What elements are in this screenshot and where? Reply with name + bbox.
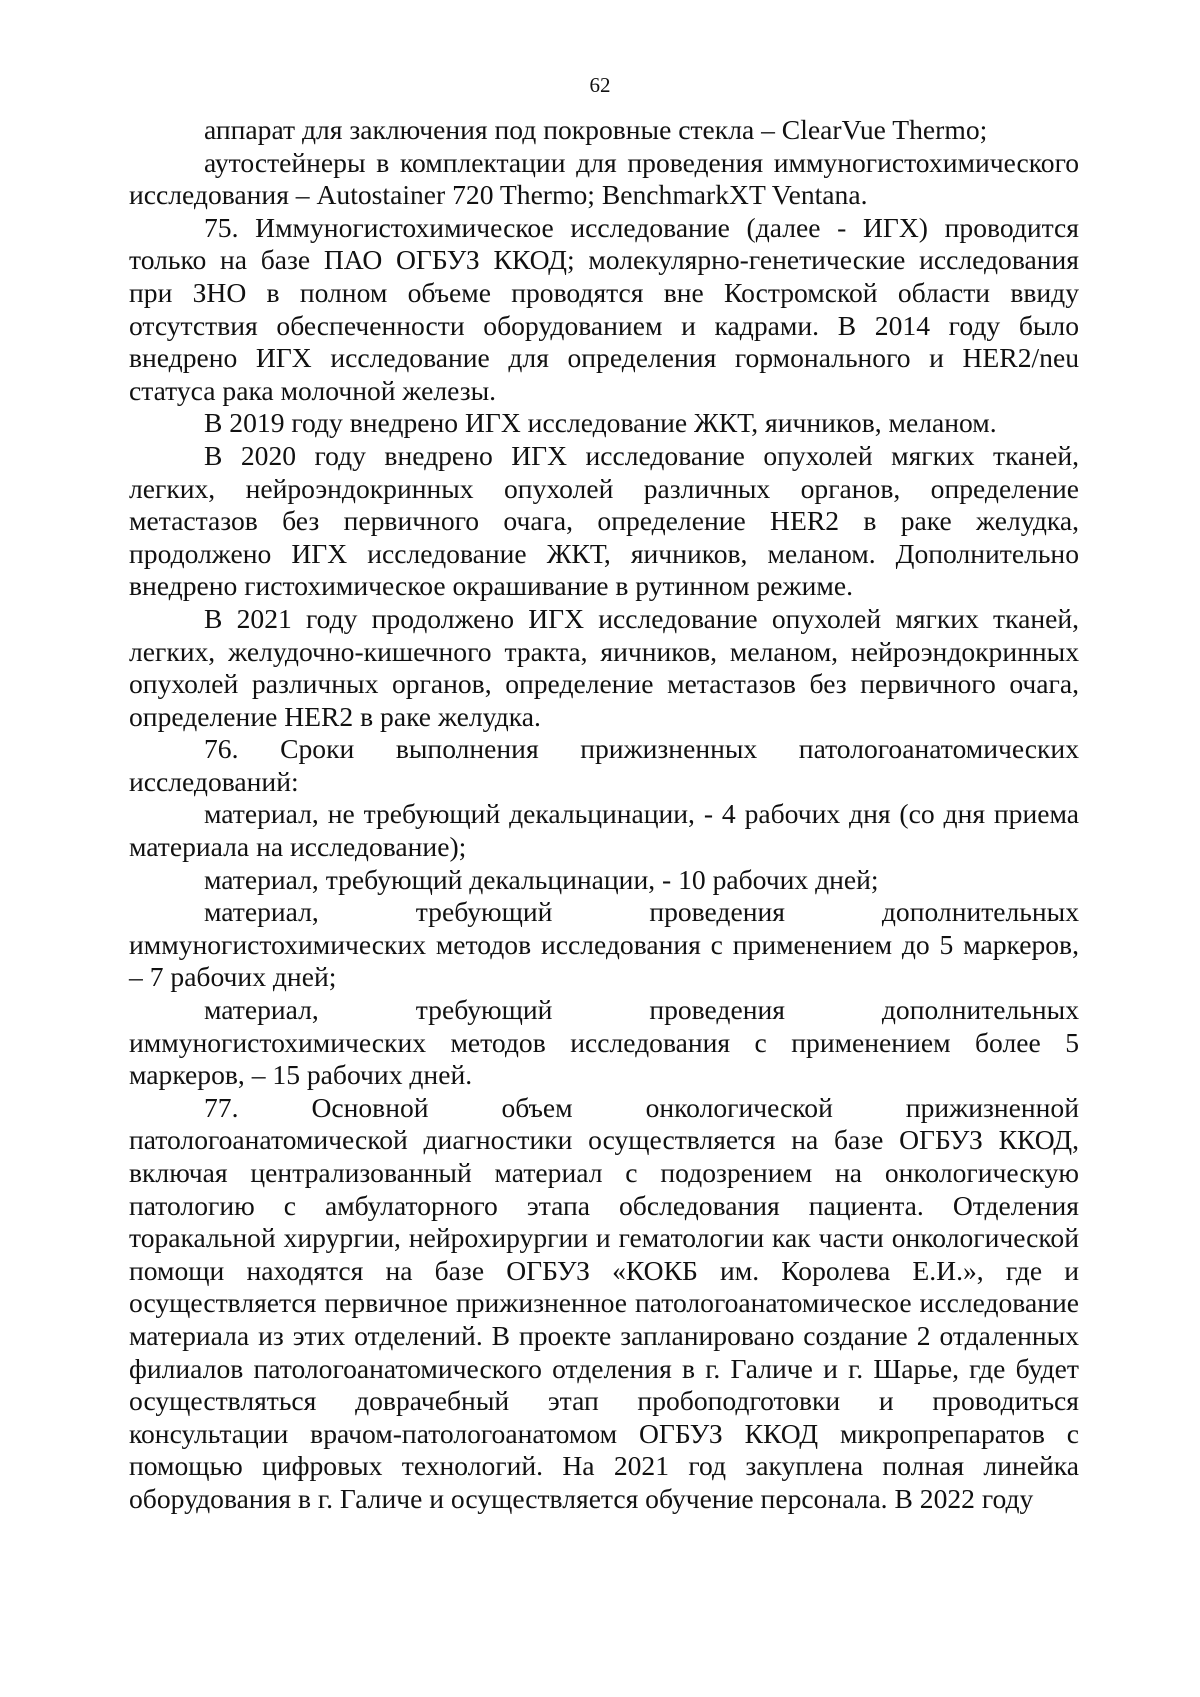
paragraph-up-to-5-markers: материал, требующий проведения дополнительных иммуногистохимических методов исследования с применением до 5 маркеров, – 7 рабочих дней; — [129, 896, 1079, 993]
paragraph-autostainers: аутостейнеры в комплектации для проведения иммуногистохимического исследования – Autostainer 720 Thermo; BenchmarkXT Ventana. — [129, 146, 1079, 211]
paragraph-more-than-5-markers: материал, требующий проведения дополнительных иммуногистохимических методов исследования с применением более 5 маркеров, – 15 рабочих дней. — [129, 994, 1079, 1091]
paragraph-item-75: 75. Иммуногистохимическое исследование (далее - ИГХ) проводится только на базе ПАО ОГБУЗ ККОД; молекулярно-генетические исследования при ЗНО в полном объеме проводятся вне Костромской области ввиду отсутствия обеспеченности оборудованием и кадрами. В 2014 году было внедрено ИГХ исследование для определения гормонального и HER2/neu статуса рака молочной железы. — [129, 211, 1079, 406]
paragraph-item-77: 77. Основной объем онкологической прижизненной патологоанатомической диагностики осуществляется на базе ОГБУЗ ККОД, включая централизованный материал с подозрением на онкологическую патологию с амбулаторного этапа обследования пациента. Отделения торакальной хирургии, нейрохирургии и гематологии как части онкологической помощи находятся на базе ОГБУЗ «КОКБ им. Королева Е.И.», где и осуществляется первичное прижизненное патологоанатомическое исследование материала из этих отделений. В проекте запланировано создание 2 отдаленных филиалов патологоанатомического отделения в г. Галиче и г. Шарье, где будет осуществляться доврачебный этап пробоподготовки и проводиться консультации врачом-патологоанатомом ОГБУЗ ККОД микропрепаратов с помощью цифровых технологий. На 2021 год закуплена полная линейка оборудования в г. Галиче и осуществляется обучение персонала. В 2022 году — [129, 1091, 1079, 1514]
paragraph-no-decalcification: материал, не требующий декальцинации, - 4 рабочих дня (со дня приема материала на исследование); — [129, 798, 1079, 863]
document-body — [129, 114, 1079, 1516]
paragraph-2020: В 2020 году внедрено ИГХ исследование опухолей мягких тканей, легких, нейроэндокринных опухолей различных органов, определение метастазов без первичного очага, определение HER2 в раке желудка, продолжено ИГХ исследование ЖКТ, яичников, меланом. Дополнительно внедрено гистохимическое окрашивание в рутинном режиме. — [129, 439, 1079, 602]
paragraph-mounting-apparatus: аппарат для заключения под покровные стекла – ClearVue Thermo; — [204, 114, 988, 145]
paragraph-2021: В 2021 году продолжено ИГХ исследование опухолей мягких тканей, легких, желудочно-кишечного тракта, яичников, меланом, нейроэндокринных опухолей различных органов, определение метастазов без первичного очага, определение HER2 в раке желудка. — [129, 602, 1079, 732]
paragraph-item-76: 76. Сроки выполнения прижизненных патологоанатомических исследований: — [129, 733, 1079, 797]
paragraph-2019: В 2019 году внедрено ИГХ исследование ЖКТ, яичников, меланом. — [204, 407, 997, 439]
paragraph-decalcification: материал, требующий декальцинации, - 10 рабочих дней; — [204, 863, 879, 895]
page-number: 62 — [589, 73, 611, 97]
